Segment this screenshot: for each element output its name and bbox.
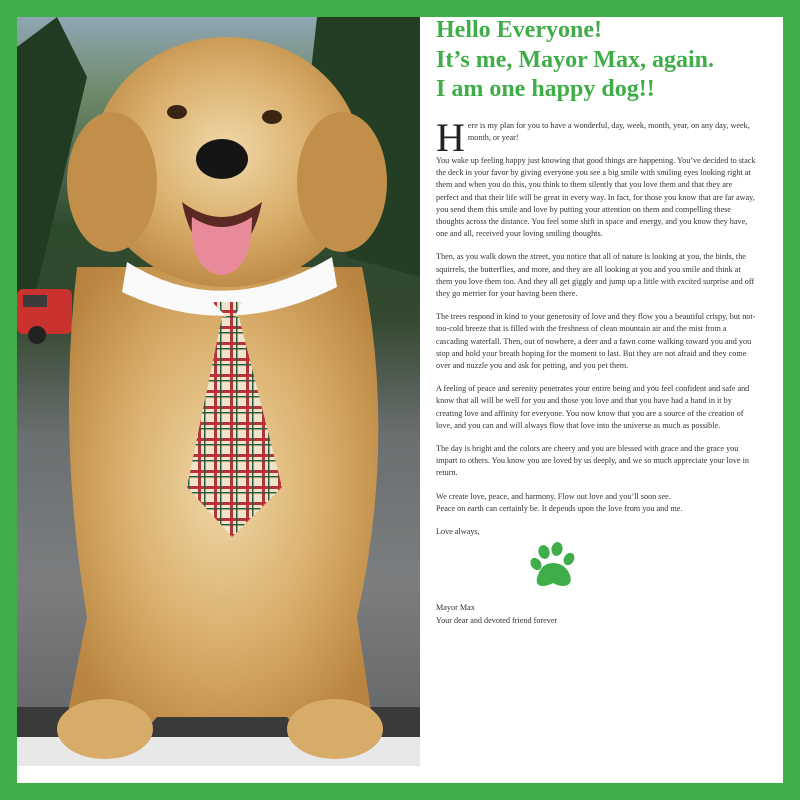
paragraph-smile: You wake up feeling happy just knowing that good things are happening. You’ve decided to stack the deck in your favor by giving everyone you see a big smile with smiling eyes looking right at them and when you do this, you think to them silently that you love them and that they are perfect and that their life will be great in every way. In fact, for those you know that are far away, you send them this smile and love by putting your attention on them and compelling these thoughts across the distance. You feel some shift in space and energy, and you know they have, one and all, received your loving smiling thoughts. [436, 155, 756, 239]
headline-line-3: I am one happy dog!! [436, 76, 655, 102]
closing-line-1: We create love, peace, and harmony. Flow out love and you’ll soon see. [436, 491, 671, 501]
signature-block [436, 602, 756, 627]
letter-panel [436, 16, 756, 627]
closing-line-2: Peace on earth can certainly be. It depends upon the love from you and me. [436, 503, 683, 513]
headline-line-2: It’s me, Mayor Max, again. [436, 46, 714, 73]
paw-print-icon [529, 542, 579, 592]
signature-name: Mayor Max [436, 603, 475, 613]
salutation: Love always, [436, 526, 480, 536]
headline [436, 16, 756, 105]
intro-paragraph [436, 114, 756, 160]
drop-cap: H [436, 114, 465, 160]
paragraph-grace: The day is bright and the colors are cheery and you are blessed with grace and the grace you impart to others. You know you are loved by us deeply, and we so much appreciate your love in return. [436, 443, 750, 478]
paragraph-nature: Then, as you walk down the street, you notice that all of nature is looking at you, the birds, the squirrels, the butterflies, and more, and they are all looking at you and you smile and think at them you love them too. And they all get giggly and jump up a little with excited surprise and off they go merrier for your having been there. [436, 252, 755, 298]
dog-illustration [17, 17, 420, 766]
signature-title: Your dear and devoted friend forever [436, 615, 558, 625]
closing-verse [436, 491, 756, 515]
mayor-max-photo [17, 17, 420, 766]
headline-line-1: Hello Everyone! [436, 17, 602, 43]
paragraph-peace: A feeling of peace and serenity penetrates your entire being and you feel confident and safe and know that all will be well for you and those you love and that you have had a hand in it by creating love and affinity for everyone. You now know that you are a source of the creation of love, and you can and will always flow that love into the universe as much as possible. [436, 384, 750, 430]
paragraph-trees: The trees respond in kind to your generosity of love and they flow you a beautiful crispy, but not-too-cold breeze that is filled with the freshness of clean mountain air and the mist from a cascading waterfall. Then, out of nowhere, a deer and a fawn come walking toward you and you stop and hold your breath hoping for the moment to last. But they are not afraid and they come over and nuzzle you and ask for petting, and you pet them. [436, 312, 756, 370]
intro-text: ere is my plan for you to have a wonderful, day, week, month, year, on any day, week, month, or year! [467, 120, 750, 142]
letter-body [436, 114, 756, 628]
